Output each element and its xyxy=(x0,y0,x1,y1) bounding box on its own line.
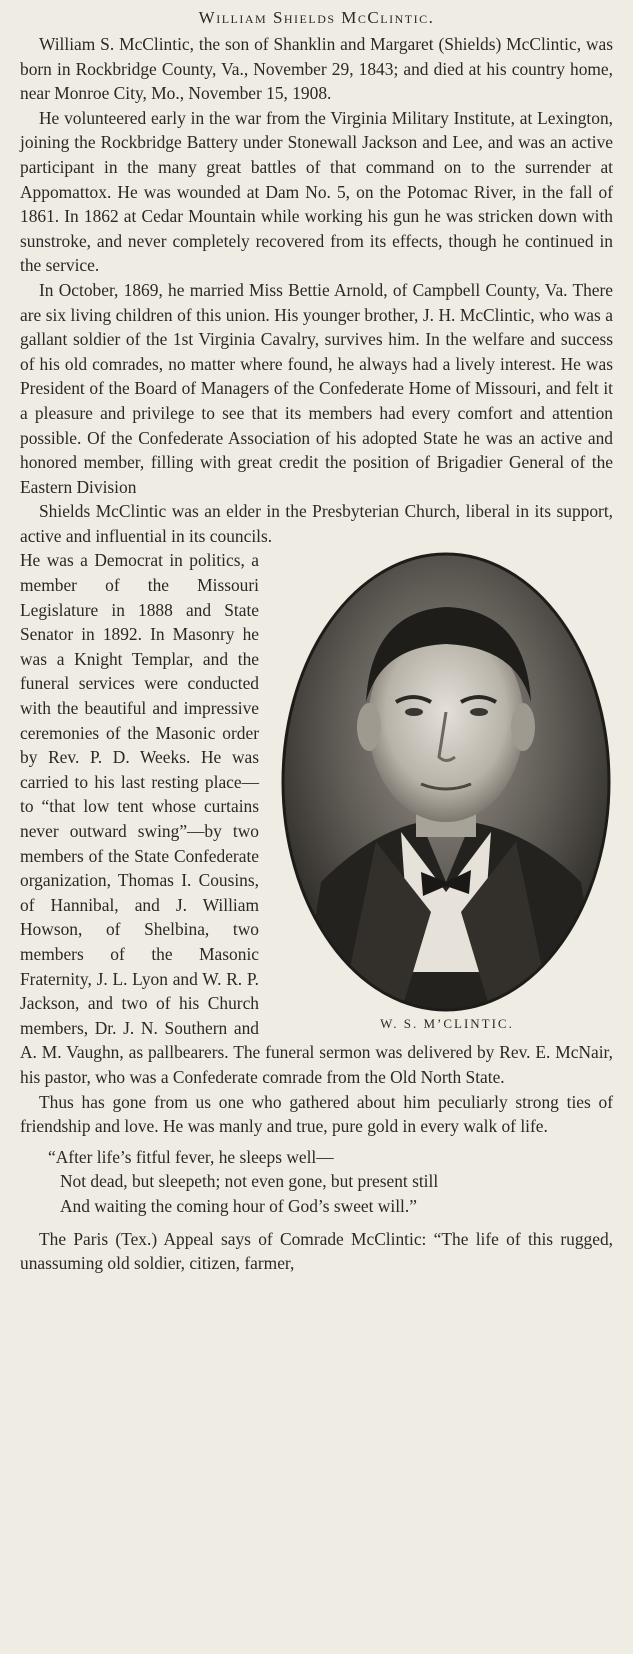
poem-line: And waiting the coming hour of God’s sweet will.” xyxy=(60,1195,417,1216)
portrait-figure xyxy=(271,552,623,1032)
paragraph-family: In October, 1869, he married Miss Bettie Arnold, of Campbell County, Va. There are six living children of this union. His younger brother, J. H. McClintic, who was a gallant soldier of the 1st Virginia Cavalry, survives him. In the welfare and success of his old comrades, no matter where found, he always had a lively interest. He was President of the Board of Managers of the Confederate Home of Missouri, and felt it a pleasure and privilege to see that its members had every comfort and attention possible. Of the Confederate Association of his adopted State he was an active and honored member, filling with great credit the position of Brigadier General of the Eastern Division xyxy=(20,279,613,497)
paragraph-war-service: He volunteered early in the war from the Virginia Military Institute, at Lexington, joining the Rockbridge Battery under Stonewall Jackson and Lee, and was an active participant in the many great battles of that command on to the surrender at Appomattox. He was wounded at Dam No. 5, on the Potomac River, in the fall of 1861. In 1862 at Cedar Mountain while working his gun he was stricken down with sunstroke, and never completely recovered from its effects, though he continued in the service. xyxy=(20,107,613,276)
paragraph-birth: William S. McClintic, the son of Shanklin and Margaret (Shields) McClintic, was born in Rockbridge County, Va., November 29, 1843; and died at his country home, near Monroe City, Mo., November 15, 1908. xyxy=(20,34,613,104)
article-title: William Shields McClintic. xyxy=(198,8,435,27)
poem-quote xyxy=(20,1145,613,1219)
paragraph-tribute: Thus has gone from us one who gathered about him peculiarly strong ties of friendship and love. He was manly and true, pure gold in every walk of life. xyxy=(20,1091,613,1137)
paragraph-politics-funeral: He was a Democrat in politics, a member of the Missouri Legislature in 1888 and State Senator in 1892. In Masonry he was a Knight Templar, and the funeral services were conducted with the beautiful and impressive ceremonies of the Masonic order by Rev. P. D. Weeks. He was carried to his last resting place—to “that low tent whose curtains never outward swing”—by two members of the State Confederate organization, Thomas I. Cousins, of Hannibal, and J. William Howson, of Shelbina, two members of the Masonic Fraternity, J. L. Lyon and W. R. P. Jackson, and two of his Church members, Dr. J. N. Southern and A. M. Vaughn, as pallbearers. The funeral sermon was delivered by Rev. E. McNair, his pastor, who was a Confederate comrade from the Old North State. xyxy=(20,550,613,1087)
portrait-photo xyxy=(281,552,611,1012)
paragraph-church: Shields McClintic was an elder in the Presbyterian Church, liberal in its support, active and influential in its councils. xyxy=(20,501,613,546)
poem-line: “After life’s fitful fever, he sleeps well— xyxy=(48,1146,334,1167)
portrait-caption: W. S. M’CLINTIC. xyxy=(380,1016,514,1032)
poem-line: Not dead, but sleepeth; not even gone, but present still xyxy=(60,1171,439,1192)
paragraph-paris-appeal: The Paris (Tex.) Appeal says of Comrade McClintic: “The life of this rugged, unassuming old soldier, citizen, farmer, xyxy=(20,1228,613,1274)
